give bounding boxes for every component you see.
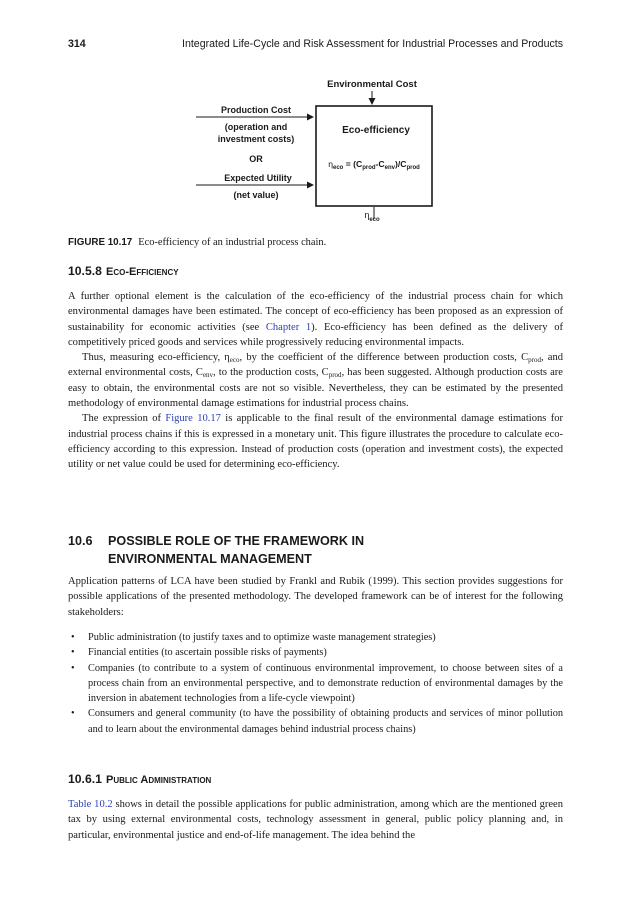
output-label: $\eta_{eco}$ xyxy=(364,210,380,223)
section-heading-10-6-1 xyxy=(68,772,211,786)
expected-utility-label: Expected Utility xyxy=(224,173,292,183)
paragraph: Table 10.2 shows in detail the possible applications for public administration, among which are the mentioned green tax by using external environmental costs, technology assessment in general, public policy planning and, in particular, environmental justice and end-of-life management. The idea behind the xyxy=(68,799,563,841)
running-title: Integrated Life-Cycle and Risk Assessment for Industrial Processes and Products xyxy=(182,38,563,50)
section-10-5-8-body xyxy=(68,289,563,473)
section-number: 10.6.1 xyxy=(68,772,102,786)
figure-caption xyxy=(68,237,326,248)
investment-costs-label: investment costs) xyxy=(217,134,295,144)
table-10-2-link[interactable]: Table 10.2 xyxy=(68,799,113,810)
list-item: • Consumers and general community (to have the possibility of obtaining products and services of minor pollution and to learn about the environmental damages behind industrial process chains) xyxy=(71,708,563,735)
section-title: Eco-Efficiency xyxy=(106,266,179,278)
caption-text: Eco-efficiency of an industrial process chain. xyxy=(138,237,327,248)
eco-efficiency-diagram xyxy=(0,0,629,240)
production-cost-label: Production Cost xyxy=(221,105,291,115)
paragraph: The expression of Figure 10.17 is applicable to the final result of the environmental damage estimations for industrial process chains if this is expressed in a monetary unit. This figure illustrates the procedure to calculate eco-efficiency according to this expression. Instead of production costs (operation and investment costs), the expected utility or net value could be used for determining eco-efficiency. xyxy=(68,413,564,471)
section-10-6-intro: Application patterns of LCA have been studied by Frankl and Rubik (1999). This section provides suggestions for possible applications of the presented methodology. The developed framework can be of interest for the following stakeholders: xyxy=(68,576,563,618)
environmental-cost-label: Environmental Cost xyxy=(327,79,417,90)
section-10-6-1-body xyxy=(68,797,563,843)
page-number: 314 xyxy=(68,38,86,50)
section-title-line-2: ENVIRONMENTAL MANAGEMENT xyxy=(108,552,312,566)
stakeholder-list xyxy=(68,630,563,737)
eco-efficiency-box xyxy=(316,106,432,206)
figure-label: FIGURE 10.17 xyxy=(68,237,133,248)
section-number: 10.5.8 xyxy=(68,264,102,278)
eco-efficiency-formula: $\eta_{eco} = (C_{prod}-C_{env})/C_{prod}$ xyxy=(328,159,420,171)
chapter-1-link[interactable]: Chapter 1 xyxy=(265,321,312,333)
paragraph: A further optional element is the calculation of the eco-efficiency of the industrial process chain for which environmental damages have been estimated. The concept of eco-efficiency has been proposed as an expression of sustainability for economic activities (see Chapter 1). Eco-efficiency has been defined as the delivery of competitively priced goods and services while progressively reducing environmental impacts. xyxy=(68,291,564,348)
section-heading-10-6 xyxy=(68,532,364,568)
figure-10-17-link[interactable]: Figure 10.17 xyxy=(165,413,221,425)
list-item: • Financial entities (to ascertain possible risks of payments) xyxy=(71,647,327,659)
operation-label: (operation and xyxy=(224,122,288,132)
box-title: Eco-efficiency xyxy=(342,125,410,136)
section-number: 10.6 xyxy=(68,534,93,548)
section-title: Public Administration xyxy=(106,774,212,786)
list-item: • Public administration (to justify taxes and to optimize waste management strategies) xyxy=(71,632,436,643)
paragraph: Thus, measuring eco-efficiency, $\eta_{eco}$, by the coefficient of the difference between production costs, $C_{prod}$, and external environmental costs, $C_{env}$, to the production costs, $C_{prod}$, has been suggested. Although production costs are easy to obtain, the environmental costs are not so visible. Nevertheless, they can be estimated by the presented methodology of environmental damage estimations for industrial process chains. xyxy=(68,352,563,410)
or-label: OR xyxy=(249,154,263,164)
section-title-line-1: POSSIBLE ROLE OF THE FRAMEWORK IN xyxy=(108,534,365,548)
section-heading-10-5-8 xyxy=(68,264,179,278)
list-item: • Companies (to contribute to a system of continuous environmental improvement, to choose between sites of a process chain from an environmental perspective, and to demonstrate reduction of environmental damages by the inversion in abatement technologies from a life-cycle viewpoint) xyxy=(71,662,563,705)
net-value-label: (net value) xyxy=(233,190,279,200)
